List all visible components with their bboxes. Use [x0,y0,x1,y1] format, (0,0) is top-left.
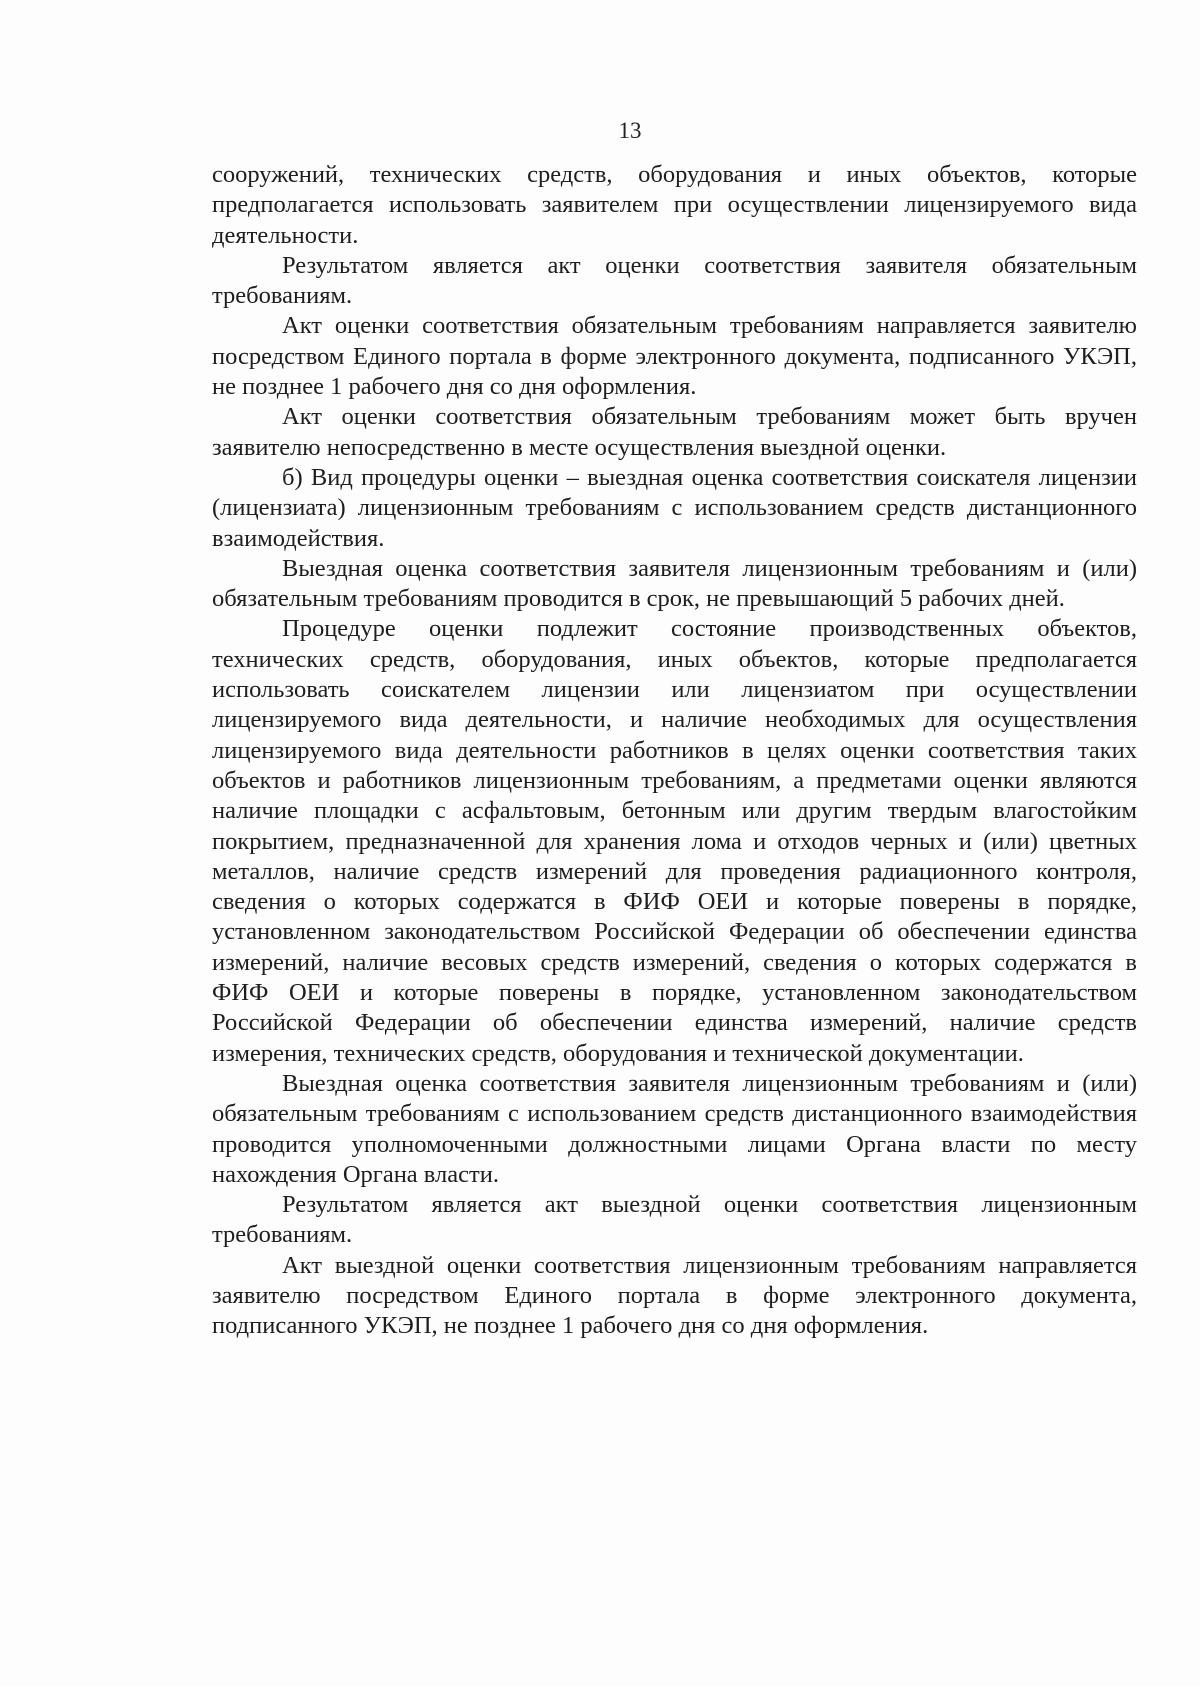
paragraph: Акт оценки соответствия обязательным требованиям может быть вручен заявителю непосредственно в месте осуществления выездной оценки. [212,403,1137,461]
paragraph: Выездная оценка соответствия заявителя лицензионным требованиям и (или) обязательным требованиям с использованием средств дистанционного взаимодействия проводится уполномоченными должностными лицами Органа власти по месту нахождения Органа власти. [212,1069,1137,1188]
paragraph: Результатом является акт выездной оценки соответствия лицензионным требованиям. [212,1191,1137,1249]
paragraph: Акт оценки соответствия обязательным требованиям направляется заявителю посредством Единого портала в форме электронного документа, подписанного УКЭП, не позднее 1 рабочего дня со дня оформления. [212,312,1137,401]
paragraph: Процедуре оценки подлежит состояние производственных объектов, технических средств, оборудования, иных объектов, которые предполагается использовать соискателем лицензии или лицензиатом при осуществлении лицензируемого вида деятельности, и наличие необходимых для осуществления лицензируемого вида деятельности работников в целях оценки соответствия таких объектов и работников лицензионным требованиям, а предметами оценки являются наличие площадки с асфальтовым, бетонным или другим твердым влагостойким покрытием, предназначенной для хранения лома и отходов черных и (или) цветных металлов, наличие средств измерений для проведения радиационного контроля, сведения о которых содержатся в ФИФ ОЕИ и которые поверены в порядке, установленном законодательством Российской Федерации об обеспечении единства измерений, наличие весовых средств измерений, сведения о которых содержатся в ФИФ ОЕИ и которые поверены в порядке, установленном законодательством Российской Федерации об обеспечении единства измерений, наличие средств измерения, технических средств, оборудования и технической документации. [212,615,1137,1067]
page-number: 13 [618,118,642,143]
document-body [212,160,1137,1342]
paragraph: Результатом является акт оценки соответствия заявителя обязательным требованиям. [212,251,1137,310]
paragraph: Выездная оценка соответствия заявителя лицензионным требованиям и (или) обязательным требованиям проводится в срок, не превышающий 5 рабочих дней. [212,554,1137,613]
paragraph-continuation: сооружений, технических средств, оборудования и иных объектов, которые предполагается использовать заявителем при осуществлении лицензируемого вида деятельности. [212,161,1137,249]
paragraph: б) Вид процедуры оценки – выездная оценка соответствия соискателя лицензии (лицензиата) лицензионным требованиям с использованием средств дистанционного взаимодействия. [212,463,1137,552]
paragraph: Акт выездной оценки соответствия лицензионным требованиям направляется заявителю посредством Единого портала в форме электронного документа, подписанного УКЭП, не позднее 1 рабочего дня со дня оформления. [212,1251,1137,1340]
